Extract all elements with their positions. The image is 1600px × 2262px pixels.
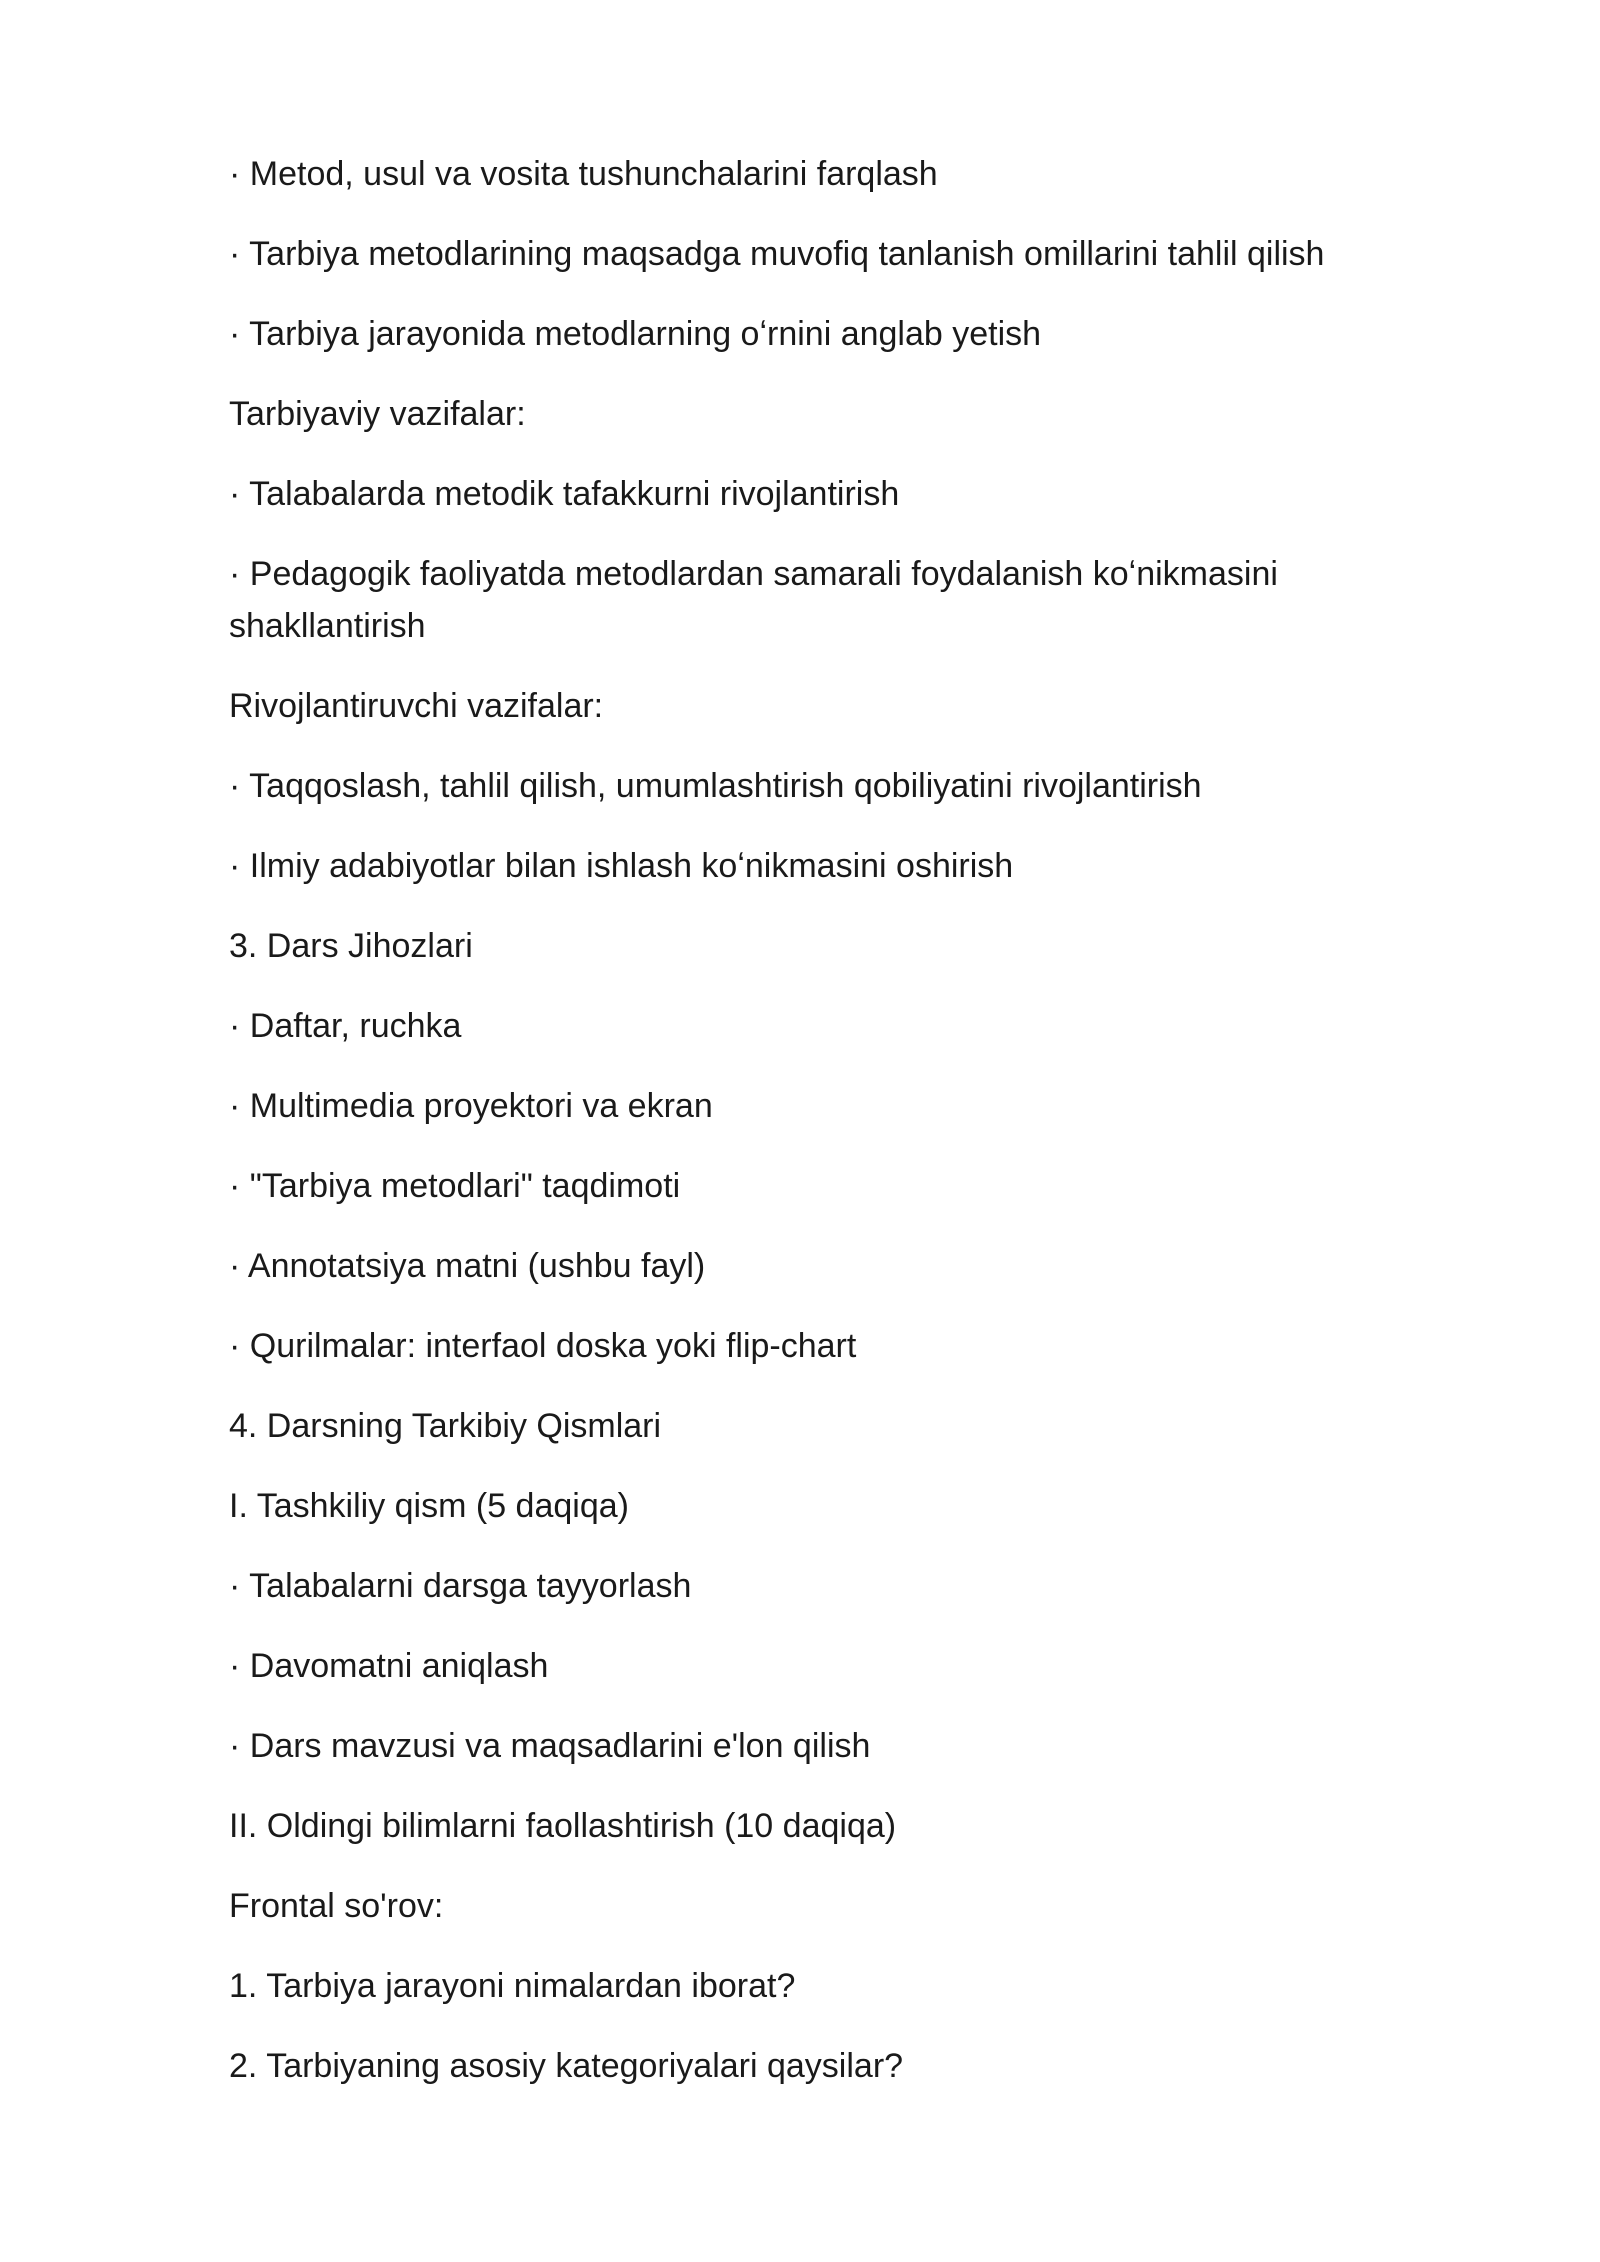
bullet-item: · Tarbiya jarayonida metodlarning oʻrnini anglab yetish <box>229 315 1042 353</box>
bullet-item: · Annotatsiya matni (ushbu fayl) <box>229 1247 706 1285</box>
bullet-item: · Daftar, ruchka <box>229 1007 462 1045</box>
section-heading: Tarbiyaviy vazifalar: <box>229 395 526 433</box>
section-heading: Frontal so'rov: <box>229 1887 444 1925</box>
section-heading: Rivojlantiruvchi vazifalar: <box>229 687 604 725</box>
subsection-heading: II. Oldingi bilimlarni faollashtirish (10 daqiqa) <box>229 1807 897 1845</box>
subsection-heading: I. Tashkiliy qism (5 daqiqa) <box>229 1487 629 1525</box>
bullet-item: · Dars mavzusi va maqsadlarini e'lon qilish <box>229 1727 871 1765</box>
bullet-item: · Multimedia proyektori va ekran <box>229 1087 713 1125</box>
numbered-item: 2. Tarbiyaning asosiy kategoriyalari qaysilar? <box>229 2047 904 2085</box>
bullet-item: · Tarbiya metodlarining maqsadga muvofiq tanlanish omillarini tahlil qilish <box>229 235 1325 273</box>
bullet-item: · "Tarbiya metodlari" taqdimoti <box>229 1167 681 1205</box>
bullet-item: · Metod, usul va vosita tushunchalarini farqlash <box>229 155 938 193</box>
bullet-item: · Davomatni aniqlash <box>229 1647 549 1685</box>
bullet-item: · Qurilmalar: interfaol doska yoki flip-chart <box>229 1327 857 1365</box>
numbered-item: 1. Tarbiya jarayoni nimalardan iborat? <box>229 1967 796 2005</box>
section-heading: 4. Darsning Tarkibiy Qismlari <box>229 1407 662 1445</box>
section-heading: 3. Dars Jihozlari <box>229 927 473 965</box>
document-body <box>229 148 1399 2120</box>
bullet-item: · Pedagogik faoliyatda metodlardan samarali foydalanish koʻnikmasini shakllantirish <box>229 555 1278 645</box>
bullet-item: · Ilmiy adabiyotlar bilan ishlash koʻnikmasini oshirish <box>229 847 1014 885</box>
bullet-item: · Talabalarni darsga tayyorlash <box>229 1567 692 1605</box>
bullet-item: · Taqqoslash, tahlil qilish, umumlashtirish qobiliyatini rivojlantirish <box>229 767 1202 805</box>
bullet-item: · Talabalarda metodik tafakkurni rivojlantirish <box>229 475 900 513</box>
